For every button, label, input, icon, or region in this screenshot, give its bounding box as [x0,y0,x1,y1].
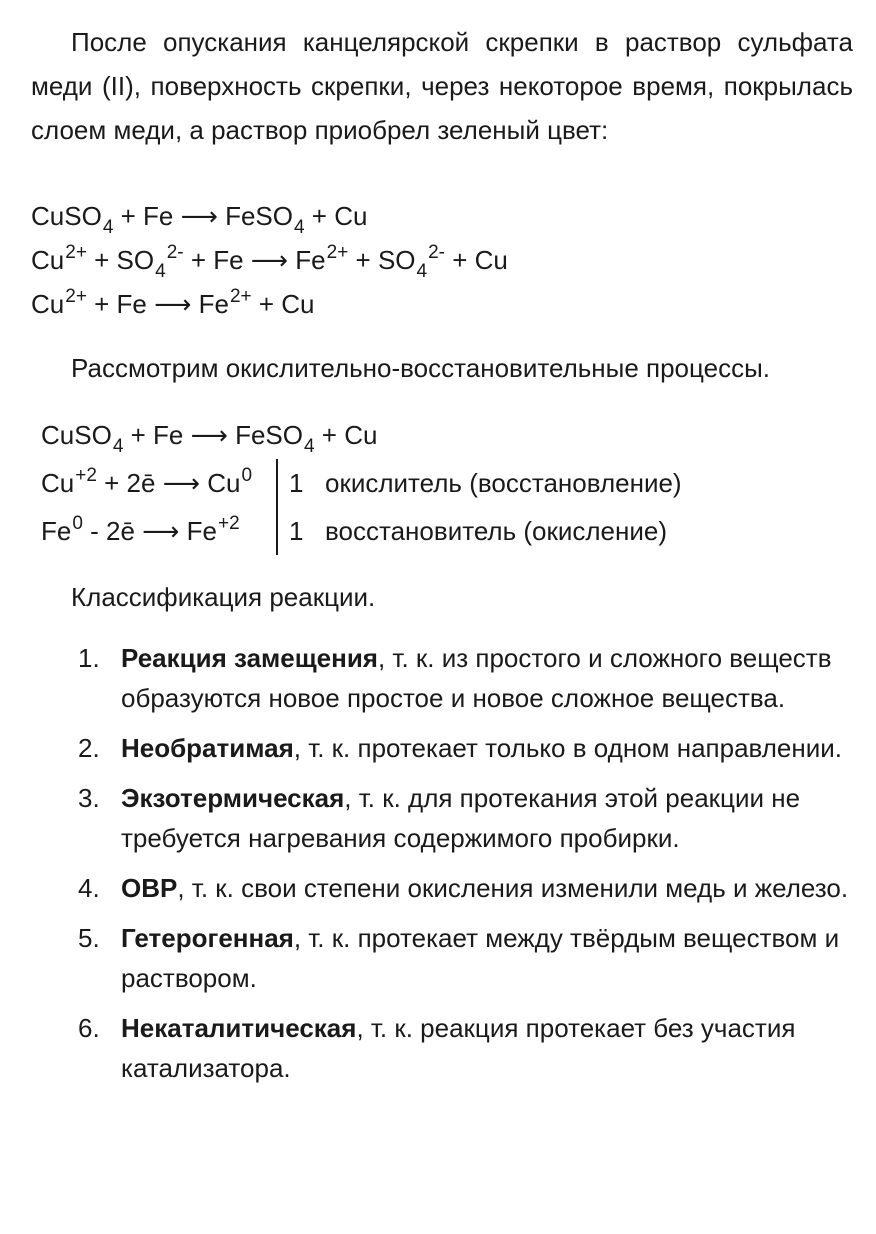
classification-heading: Классификация реакции. [71,582,376,612]
classification-term: Некаталитическая [121,1013,357,1043]
oxidation-role: восстановитель (окисление) [325,516,668,546]
classification-term: Гетерогенная [121,923,294,953]
reduction-half-reaction: $Cu^{+2}$ + 2ē ⟶ Cu$^0$ [41,465,253,498]
reduction-role: окислитель (восстановление) [325,468,682,498]
short-ionic-equation: $Cu^{2+} + Fe$ ⟶ $Fe^{2+} + Cu$ [31,286,315,319]
redox-equation: CuSO$_4$ + Fe ⟶ FeSO$_4$ + Cu [41,420,378,457]
list-item: 1. Реакция замещения, т. к. из простого и сложного веществ образуются новое простое и новое сложное вещества. [78,643,832,713]
full-ionic-equation: $Cu^{2+} + SO_4^{2-} + Fe$ ⟶ $Fe^{2+} + SO_4^{2-} + Cu$ [31,242,508,282]
classification-term: ОВР [121,873,178,903]
list-item: 6. Некаталитическая, т. к. реакция протекает без участия катализатора. [78,1013,796,1083]
redox-heading: Рассмотрим окислительно-восстановительные процессы. [71,353,770,383]
list-item: 5. Гетерогенная, т. к. протекает между твёрдым веществом и раствором. [78,923,840,993]
classification-term: Экзотермическая [121,783,345,813]
classification-term: Реакция замещения [121,643,378,673]
molecular-equation: CuSO$_4$ + Fe ⟶ FeSO$_4$ + Cu [31,201,368,238]
reduction-coefficient: 1 [289,468,304,498]
intro-paragraph: После опускания канцелярской скрепки в раствор сульфата меди (II), поверхность скрепки, через некоторое время, покрылась слоем меди, а раствор приобрел зеленый цвет: [31,27,853,145]
list-item: 4. ОВР, т. к. свои степени окисления изменили медь и железо. [78,873,849,903]
list-item: 3. Экзотермическая, т. к. для протекания этой реакции не требуется нагревания содержимого пробирки. [78,783,801,853]
list-item: 2. Необратимая, т. к. протекает только в одном направлении. [78,733,843,763]
oxidation-coefficient: 1 [289,516,304,546]
balance-divider [276,459,278,555]
oxidation-half-reaction: Fe$^0$ - 2ē ⟶ $Fe^{+2}$ [41,513,240,546]
classification-list [0,638,876,1098]
classification-term: Необратимая [121,733,294,763]
